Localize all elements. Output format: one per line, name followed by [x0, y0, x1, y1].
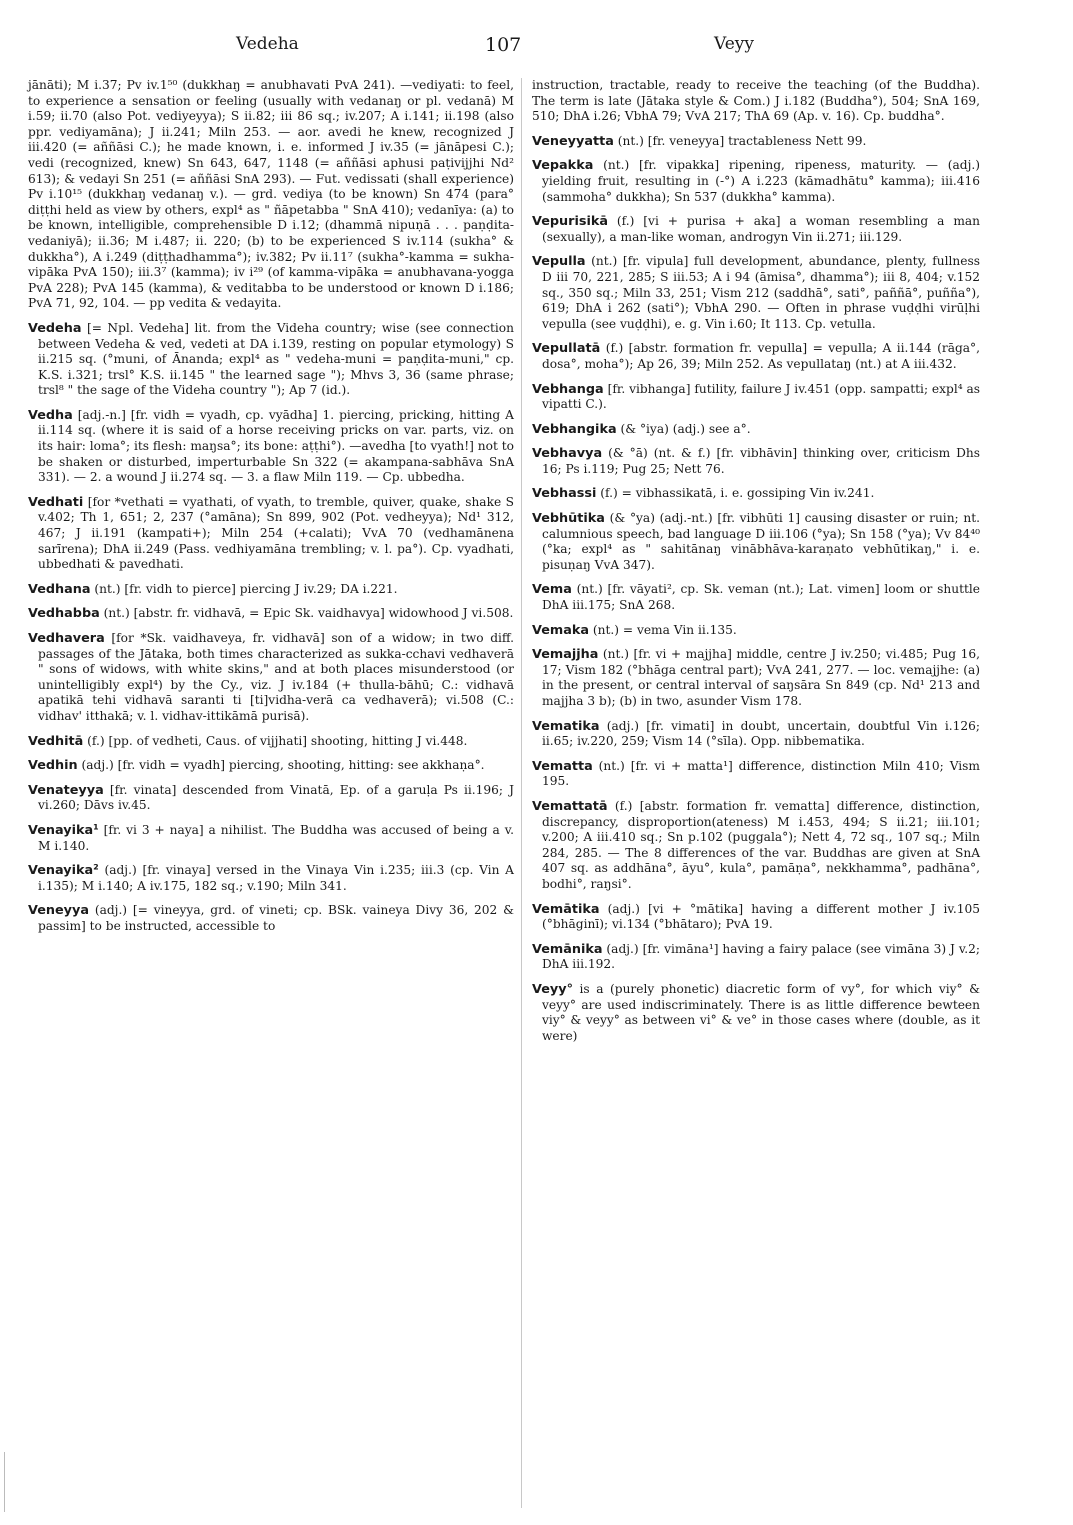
- entry-headword: Vebhanga: [532, 381, 604, 397]
- dictionary-entry: [28, 606, 514, 622]
- left-column: [28, 78, 514, 944]
- dictionary-entry: [532, 942, 980, 973]
- entry-definition: is a (purely phonetic) diacretic form of vy°, for which viy° & veyy° are used indiscriminately. There is as little difference bewteen viy° & veyy° as between vi° & ve° in those cases where (double, as it were): [542, 981, 980, 1043]
- entry-headword: Vemānika: [532, 941, 603, 957]
- dictionary-entry: [532, 446, 980, 477]
- entry-definition: (nt.) [fr. vi + matta¹] difference, distinction Miln 410; Vism 195.: [542, 758, 980, 789]
- entry-definition: (adj.) [= vineyya, grd. of vineti; cp. BSk. vaineya Divy 36, 202 & passim] to be instructed, accessible to: [38, 903, 514, 933]
- entry-headword: Vedhitā: [28, 733, 84, 749]
- entry-definition: (f.) [pp. of vedheti, Caus. of vijjhati] shooting, hitting J vi.448.: [83, 733, 468, 748]
- dictionary-entry: [532, 134, 980, 150]
- entry-definition: [for *vethati = vyathati, of vyath, to tremble, quiver, quake, shake S v.402; Th 1, 651; 2, 237 (°amāna); Sn 899, 902 (Pot. vedheyya); Nd¹ 312, 467; J ii.191 (kampati+); Miln 254 (+calati); VvA 70 (vedhamānena sarīrena); DhA ii.249 (Pass. vedhiyamāna trembling; v. l. pa°). Cp. vyadhati, ubbedhati & pavedhati.: [38, 494, 514, 572]
- entry-definition: (f.) [abstr. formation fr. vepulla] = vepulla; A ii.144 (rāga°, dosa°, moha°); Ap 26, 39; Miln 252. As vepullataŋ (nt.) at A iii.432.: [542, 341, 980, 371]
- entry-definition: (adj.) [vi + °mātika] having a different mother J iv.105 (°bhāginī); vi.134 (°bhātaro); PvA 19.: [542, 901, 980, 932]
- entry-definition: (f.) = vibhassikatā, i. e. gossiping Vin iv.241.: [596, 486, 875, 501]
- margin-mark: [4, 1452, 11, 1512]
- entry-headword: Venateyya: [28, 782, 104, 798]
- dictionary-entry: [532, 982, 980, 1044]
- dictionary-entry: [28, 863, 514, 894]
- dictionary-entry: [28, 495, 514, 573]
- entry-headword: Venayika²: [28, 863, 99, 879]
- entry-headword: Vemātika: [532, 901, 600, 917]
- entry-definition: (f.) [vi + purisa + aka] a woman resembling a man (sexually), a man-like woman, androgyn Vin ii.271; iii.129.: [542, 214, 980, 244]
- right-column: [532, 78, 980, 1053]
- left-guide-word: Vedeha: [236, 34, 299, 54]
- entry-continuation: [28, 78, 514, 312]
- entry-definition: instruction, tractable, ready to receive the teaching (of the Buddha). The term is late (Jātaka style & Com.) J i.182 (Buddha°), 504; SnA 169, 510; DhA i.26; VbhA 79; VvA 217; ThA 69 (Ap. v. 16). Cp. buddha°.: [532, 78, 980, 124]
- dictionary-entry: [532, 382, 980, 413]
- entry-definition: (nt.) [fr. vi + majjha] middle, centre J iv.250; vi.485; Pug 16, 17; Vism 182 (°bhāga central part); VvA 241, 277. — loc. vemajjhe: (a) in the present, or central interval of saŋsāra Sn 849 (cp. Nd¹ 213 and majjha 3 b); (b) in two, asunder Vism 178.: [542, 647, 980, 708]
- dictionary-entry: [532, 158, 980, 205]
- entry-definition: (& °iya) (adj.) see a°.: [616, 421, 751, 436]
- dictionary-entry: [28, 783, 514, 814]
- dictionary-entry: [532, 623, 980, 639]
- entry-headword: Vematika: [532, 718, 600, 734]
- entry-definition: (nt.) [fr. vāyati², cp. Sk. veman (nt.); Lat. vimen] loom or shuttle DhA iii.175; SnA 268.: [542, 582, 980, 613]
- dictionary-entry: [532, 422, 980, 438]
- entry-headword: Vedhabba: [28, 606, 100, 622]
- entry-definition: (nt.) [fr. veneyya] tractableness Nett 99.: [613, 133, 867, 148]
- entry-definition: [= Npl. Vedeha] lit. from the Videha country; wise (see connection between Vedeha & ved, vedeti at DA i.139, resting on popular etymology) S ii.215 sq. (°muni, of Ānanda; expl⁴ as " vedeha-muni = paṇḍita-muni," cp. K.S. i.321; trsl° K.S. ii.145 " the learned sage "); Mhvs 3, 36 (same phrase; trsl⁸ " the sage of the Videha country "); Ap 7 (id.).: [38, 320, 514, 398]
- dictionary-entry: [28, 321, 514, 399]
- entry-definition: (adj.) [fr. vinaya] versed in the Vinaya Vin i.235; iii.3 (cp. Vin A i.135); M i.140; A iv.175, 182 sq.; v.190; Miln 341.: [38, 863, 514, 893]
- entry-definition: (adj.) [fr. vimati] in doubt, uncertain, doubtful Vin i.126; ii.65; iv.220, 259; Vism 14 (°sīla). Opp. nibbematika.: [542, 718, 980, 749]
- dictionary-entry: [532, 486, 980, 502]
- entry-headword: Vema: [532, 582, 572, 598]
- entry-headword: Vedhati: [28, 494, 84, 510]
- entry-definition: (nt.) [abstr. fr. vidhavā, = Epic Sk. vaidhavya] widowhood J vi.508.: [99, 606, 514, 621]
- dictionary-entry: [532, 582, 980, 613]
- dictionary-entry: [532, 214, 980, 245]
- entry-headword: Vebhangika: [532, 421, 617, 437]
- page-number: 107: [485, 34, 522, 56]
- entry-headword: Vemaka: [532, 622, 589, 638]
- entry-headword: Venayika¹: [28, 822, 99, 838]
- dictionary-entry: [28, 582, 514, 598]
- entry-headword: Vepurisikā: [532, 214, 609, 230]
- page-header: [30, 34, 1043, 62]
- dictionary-entry: [28, 823, 514, 854]
- entry-headword: Vebhūtika: [532, 511, 605, 527]
- entry-definition: (nt.) = vema Vin ii.135.: [589, 622, 737, 637]
- dictionary-entry: [532, 647, 980, 709]
- entry-definition: [adj.-n.] [fr. vidh = vyadh, cp. vyādha] 1. piercing, pricking, hitting A ii.114 sq. (where it is said of a horse receiving pricks on var. parts, viz. on its hair: loma°; its flesh: maŋsa°; its bone: aṭṭhi°). —avedha [to vyath!] not to be shaken or disturbed, imperturbable Sn 322 (= akampana-sabhāva SnA 331). — 2. a wound J ii.274 sq. — 3. a flaw Miln 119. — Cp. ubbedha.: [38, 407, 514, 485]
- dictionary-entry: [28, 408, 514, 486]
- entry-definition: (nt.) [fr. vipula] full development, abundance, plenty, fullness D iii 70, 221, 285; S iii.53; A i 94 (āmisa°, dhamma°); iii 8, 404; v.152 sq., 350 sq.; Miln 33, 251; Vism 212 (saddhā°, sati°, paññā°, puñña°), 619; DhA i 262 (sati°); VbhA 290. — Often in phrase vuḍḍhi virūḷhi vepulla (see vuḍḍhi), e. g. Vin i.60; It 113. Cp. vetulla.: [542, 254, 980, 331]
- column-divider: [521, 78, 522, 1508]
- dictionary-entry: [532, 902, 980, 933]
- entry-definition: [fr. vibhanga] futility, failure J iv.451 (opp. sampatti; expl⁴ as vipatti C.).: [542, 381, 980, 412]
- entry-headword: Vebhavya: [532, 446, 603, 462]
- dictionary-entry: [28, 758, 514, 774]
- entry-headword: Vepakka: [532, 158, 594, 174]
- entry-headword: Vematta: [532, 758, 593, 774]
- entry-headword: Vedhana: [28, 581, 91, 597]
- entry-definition: (adj.) [fr. vidh = vyadh] piercing, shooting, hitting: see akkhaṇa°.: [77, 758, 485, 773]
- entry-definition: [for *Sk. vaidhaveya, fr. vidhavā] son of a widow; in two diff. passages of the Jātaka, both times characterized as sukka-cchavi vedhaverā " sons of widows, with white skins," and at both places misunderstood (or unintelligibly expl⁴) by the Cy., viz. J iv.184 (+ thulla-bāhū; C.: vidhavā apatikā tehi vidhavā saranti ti [ti]vidha-verā ca vedhaverā); vi.508 (C.: vidhav' itthakā; v. l. vidhav-ittikāmā purisā).: [38, 631, 514, 723]
- right-guide-word: Veyy: [714, 34, 754, 54]
- entry-headword: Veyy°: [532, 981, 573, 997]
- dictionary-entry: [532, 341, 980, 372]
- entry-headword: Veneyyatta: [532, 133, 614, 149]
- dictionary-entry: [28, 631, 514, 725]
- entry-headword: Vebhassi: [532, 486, 597, 502]
- entry-definition: [fr. vinata] descended from Vinatā, Ep. of a garuḷa Ps ii.196; J vi.260; Dāvs iv.45.: [38, 782, 514, 813]
- dictionary-entry: [532, 759, 980, 790]
- entry-definition: (nt.) [fr. vidh to pierce] piercing J iv.29; DA i.221.: [90, 581, 398, 596]
- dictionary-entry: [532, 254, 980, 332]
- entry-headword: Vedha: [28, 407, 73, 423]
- dictionary-entry: [532, 719, 980, 750]
- entry-headword: Veneyya: [28, 903, 89, 919]
- entry-definition: (adj.) [fr. vimāna¹] having a fairy palace (see vimāna 3) J v.2; DhA iii.192.: [542, 941, 980, 972]
- entry-continuation: [532, 78, 980, 125]
- entry-headword: Vedeha: [28, 320, 82, 336]
- entry-headword: Vemattatā: [532, 798, 608, 814]
- entry-headword: Vepulla: [532, 254, 586, 270]
- entry-definition: (f.) [abstr. formation fr. vematta] difference, distinction, discrepancy, disproportion(ateness) M i.453, 494; S ii.21; iii.101; v.200; A iii.410 sq.; Sn p.102 (puggala°); Nett 4, 72 sq., 107 sq.; Miln 284, 285. — The 8 differences of the var. Buddhas are given at SnA 407 sq. as addhāna°, āyu°, kula°, pamāṇa°, nekkhamma°, padhāna°, bodhi°, raŋsi°.: [542, 798, 980, 891]
- dictionary-entry: [532, 799, 980, 893]
- entry-definition: [fr. vi 3 + naya] a nihilist. The Buddha was accused of being a v. M i.140.: [38, 822, 514, 853]
- entry-headword: Vedhin: [28, 758, 78, 774]
- entry-definition: jānāti); M i.37; Pv iv.1⁵⁰ (dukkhaŋ = anubhavati PvA 241). —vediyati: to feel, to experience a sensation or feeling (usually with vedanaŋ or pl. vedanā) M i.59; ii.70 (also Pot. vediyeyya); S ii.82; iii 86 sq.; iv.207; A i.141; ii.198 (also ppr. vediyamāna); J ii.241; Miln 253. — aor. avedi he knew, recognized J iii.420 (= aññāsi C.); he made known, i. e. informed J iv.35 (= jānāpesi C.); vedi (recognized, knew) Sn 643, 647, 1148 (= aññāsi aphusi paṭivijjhi Nd² 613); & vedayi Sn 251 (= aññāsi SnA 293). — Fut. vedissati (shall experience) Pv i.10¹⁵ (dukkhaŋ vedanaŋ v.). — grd. vediya (to be known) Sn 474 (para° diṭṭhi held as view by others, expl⁴ as " ñāpetabba " SnA 410); vedanīya: (a) to be known, intelligible, comprehensible D i.12; (dhammā nipuṇā . . . paṇḍita-vedaniyā); ii.36; M i.487; ii. 220; (b) to be experienced S iv.114 (sukha° & dukkha°), A i.249 (diṭṭhadhamma°); iv.382; Pv ii.11⁷ (sukha°-kamma = sukha-vipāka PvA 150); iii.3⁷ (kamma); iv i²⁹ (of kamma-vipāka = anubhavana-yogga PvA 228); PvA 145 (kamma), & veditabba to be understood or known D i.186; PvA 71, 92, 104. — pp vedita & vedayita.: [28, 78, 514, 311]
- entry-headword: Vepullatā: [532, 341, 601, 357]
- dictionary-entry: [532, 511, 980, 573]
- entry-definition: (& °ā) (nt. & f.) [fr. vibhāvin] thinking over, criticism Dhs 16; Ps i.119; Pug 25; Nett 76.: [542, 446, 980, 476]
- entry-headword: Vedhavera: [28, 631, 105, 646]
- entry-definition: (nt.) [fr. vipakka] ripening, ripeness, maturity. — (adj.) yielding fruit, resulting in (-°) A i.223 (kāmadhātu° kamma); iii.416 (sammoha° dukkha); Sn 537 (dukkha° kamma).: [542, 158, 980, 204]
- dictionary-entry: [28, 903, 514, 934]
- entry-headword: Vemajjha: [532, 647, 599, 663]
- entry-definition: (& °ya) (adj.-nt.) [fr. vibhūti 1] causing disaster or ruin; nt. calumnious speech, bad language D iii.106 (°ya); Sn 158 (°ya); Vv 84⁴⁰ (°ka; expl⁴ as " sahitānaŋ vinābhāva-karaṇato vebhūtikaŋ," i. e. pisuṇaŋ VvA 347).: [542, 511, 980, 572]
- dictionary-entry: [28, 734, 514, 750]
